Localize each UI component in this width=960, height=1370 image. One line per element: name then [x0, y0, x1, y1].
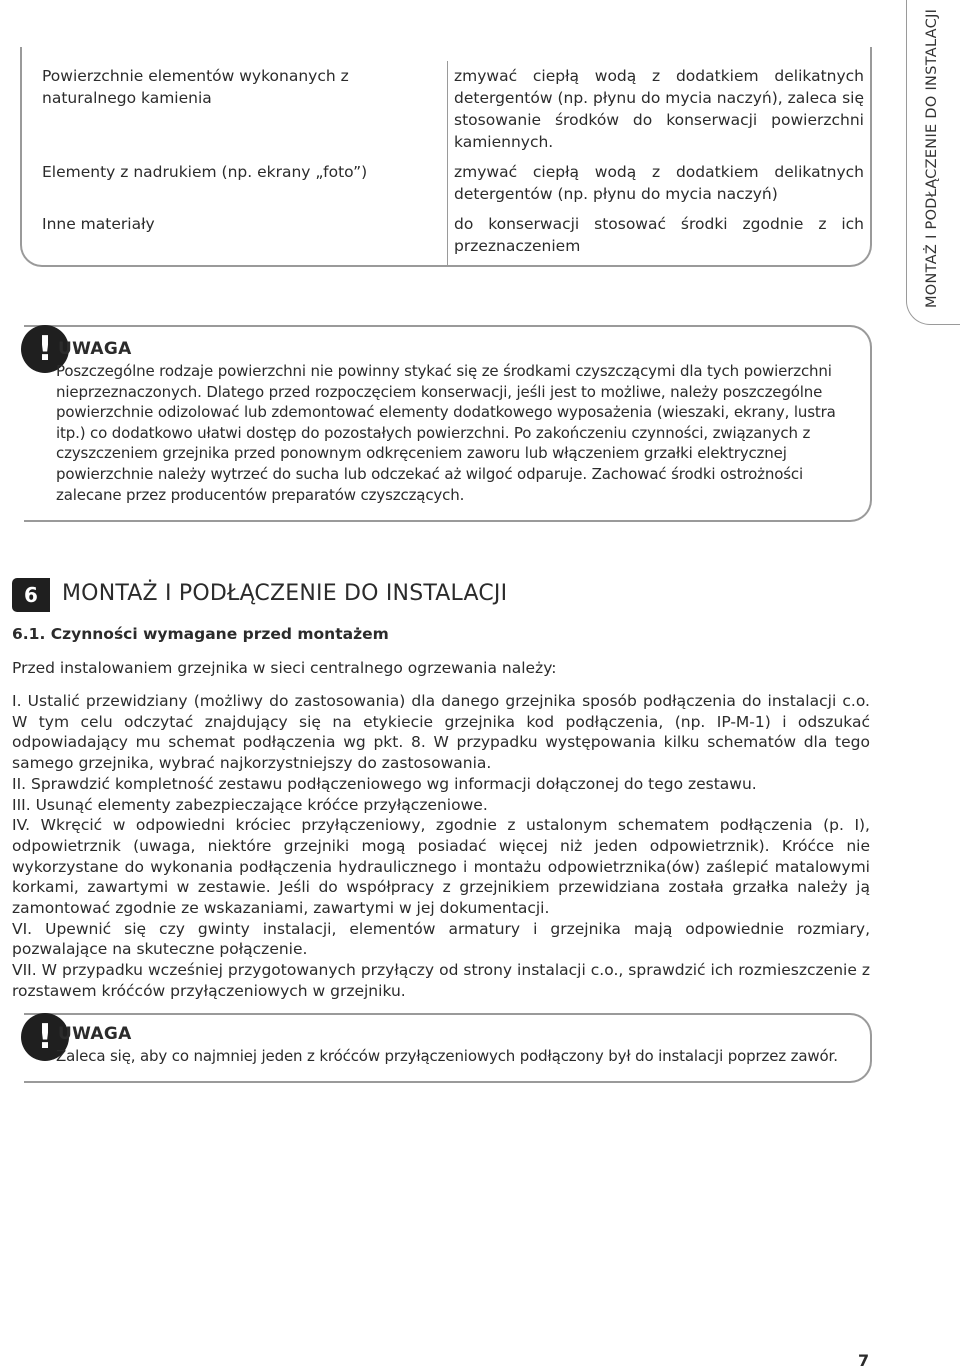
page-number: 7 — [858, 1351, 870, 1370]
subsection-title: 6.1. Czynności wymagane przed montażem — [12, 625, 389, 643]
warning-title: UWAGA — [58, 339, 132, 359]
maintenance-table — [20, 47, 872, 267]
table-cell-instruction: do konserwacji stosować środki zgodnie z ich przeznaczeniem — [454, 215, 864, 255]
table-cell-instruction: zmywać ciepłą wodą z dodatkiem delikatnych detergentów (np. płynu do mycia naczyń), zaleca się stosowanie środków do konserwacji powierzchni kamiennych. — [454, 67, 865, 151]
list-item: VII. W przypadku wcześniej przygotowanych przyłączy od strony instalacji c.o., sprawdzić ich rozmieszczenie z rozstawem króćców przyłączeniowych w grzejniku. — [12, 961, 870, 1000]
warning-box — [24, 325, 872, 522]
table-cell-surface: Elementy z nadrukiem (np. ekrany „foto”) — [42, 163, 368, 181]
table-cell-surface: Powierzchnie elementów wykonanych z naturalnego kamienia — [42, 67, 349, 107]
warning-text: Poszczególne rodzaje powierzchni nie powinny stykać się ze środkami czyszczącymi dla tych powierzchni nieprzeznaczonych. Dlatego przed rozpoczęciem konserwacji, jeśli jest to możliwe, należy poszczególne powierzchnie odizolować lub zdemontować elementy dodatkowego wyposażenia (wieszaki, ekrany, lustra itp.) co dodatkowo ułatwi dostęp do pozostałych powierzchni. Po zakończeniu czynności, związanych z czyszczeniem grzejnika przed ponownym odkręceniem zaworu lub włączeniem grzałki elektrycznej powierzchnie należy wytrzeć do sucha lub odczekać aż wilgoć odparuje. Zachować środki ostrożności zalecane przez producentów preparatów czyszczących. — [56, 362, 836, 504]
steps-list — [12, 691, 870, 1002]
list-item: III. Usunąć elementy zabezpieczające króćce przyłączeniowe. — [12, 795, 488, 814]
list-item: II. Sprawdzić kompletność zestawu podłączeniowego wg informacji dołączonej do tego zestawu. — [12, 774, 757, 793]
exclamation-icon: ! — [21, 1013, 69, 1061]
table-cell-instruction: zmywać ciepłą wodą z dodatkiem delikatnych detergentów (np. płynu do mycia naczyń) — [454, 163, 864, 203]
section-intro: Przed instalowaniem grzejnika w sieci centralnego ogrzewania należy: — [12, 659, 557, 677]
table-cell-surface: Inne materiały — [42, 215, 155, 233]
warning-text: Zaleca się, aby co najmniej jeden z króćców przyłączeniowych podłączony był do instalacji poprzez zawór. — [56, 1047, 838, 1065]
table-column-divider — [447, 61, 448, 265]
section-number: 6 — [12, 578, 50, 612]
warning-box — [24, 1013, 872, 1083]
list-item: I. Ustalić przewidziany (możliwy do zastosowania) dla danego grzejnika sposób podłączenia do instalacji c.o. W tym celu odczytać znajdujący się na etykiecie grzejnika kod podłączenia, (np. IP-M-1) i odszukać odpowiadający mu schemat podłączenia wg pkt. 8. W przypadku występowania kilku schematów dla tego samego grzejnika, wybrać najkorzystniejszy do zastosowania. — [12, 692, 870, 773]
exclamation-icon: ! — [21, 325, 69, 373]
warning-title: UWAGA — [58, 1024, 132, 1044]
section-title: MONTAŻ I PODŁĄCZENIE DO INSTALACJI — [62, 581, 508, 606]
list-item: IV. Wkręcić w odpowiedni króciec przyłączeniowy, zgodnie z ustalonym schematem podłączenia (p. I), odpowietrznik (uwaga, niektóre grzejniki mogą posiadać więcej niż jeden odpowietrznik). Króćce nie wykorzystane do wykonania podłączenia hydraulicznego i montażu odpowietrznika(ów) zaślepić matalowymi korkami, zawartymi w zestawie. Jeśli do współpracy z grzejnikiem przewidziana została grzałka należy ją zamontować zgodnie ze wskazaniami, zawartymi w jej dokumentacji. — [12, 816, 870, 918]
side-tab-label: MONTAŻ I PODŁĄCZENIE DO INSTALACJI — [924, 8, 940, 308]
list-item: VI. Upewnić się czy gwinty instalacji, elementów armatury i grzejnika mają odpowiednie rozmiary, pozwalające na skuteczne połączenie. — [12, 919, 870, 959]
